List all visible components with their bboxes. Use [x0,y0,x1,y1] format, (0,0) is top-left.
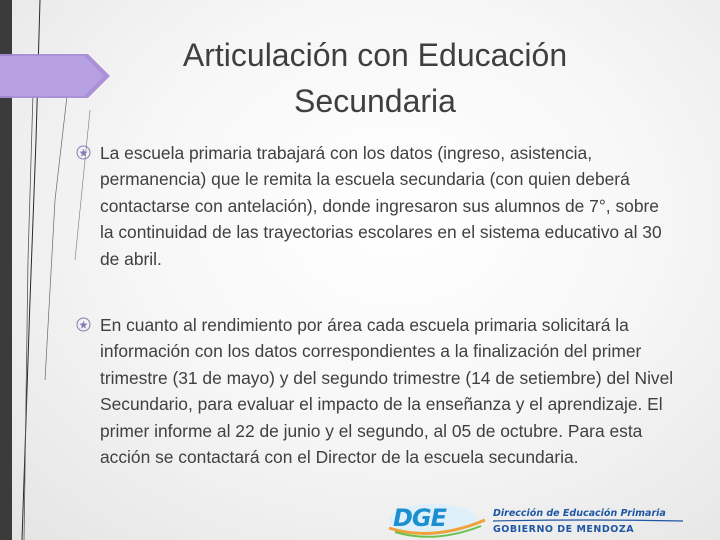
logo-mark-text: DGE [393,504,447,532]
bullet-list [76,140,676,470]
logo-divider [493,519,683,523]
purple-accent-tab [0,0,160,140]
star-bullet-icon [76,145,91,160]
bullet-text-2: En cuanto al rendimiento por área cada escuela primaria solicitará la información con los datos correspondientes a la finalización del primer trimestre (31 de mayo) y del segundo trimestre (14 de setiembre) del Nivel Secundario, para evaluar el impacto de la enseñanza y el aprendizaje. El primer informe al 22 de junio y el segundo, al 05 de octubre. Para esta acción se contactará con el Director de la escuela secundaria. [100,315,674,468]
bullet-text-1: La escuela primaria trabajará con los datos (ingreso, asistencia, permanencia) que le remita la escuela secundaria (con quien deberá contactarse con antelación), donde ingresaron sus alumnos de 7°, sobre la continuidad de las trayectorias escolares en el sistema educativo al 30 de abril. [100,143,662,269]
title-line-1: Articulación con Educación [182,37,568,73]
slide-title [140,32,610,124]
dge-logo [385,496,685,540]
bullet-item-2 [76,312,676,470]
logo-line-2: GOBIERNO DE MENDOZA [493,524,635,535]
logo-line-1: Dirección de Educación Primaria [493,508,666,519]
bullet-item-1 [76,140,676,272]
title-line-2: Secundaria [294,83,456,119]
star-bullet-icon [76,317,91,332]
